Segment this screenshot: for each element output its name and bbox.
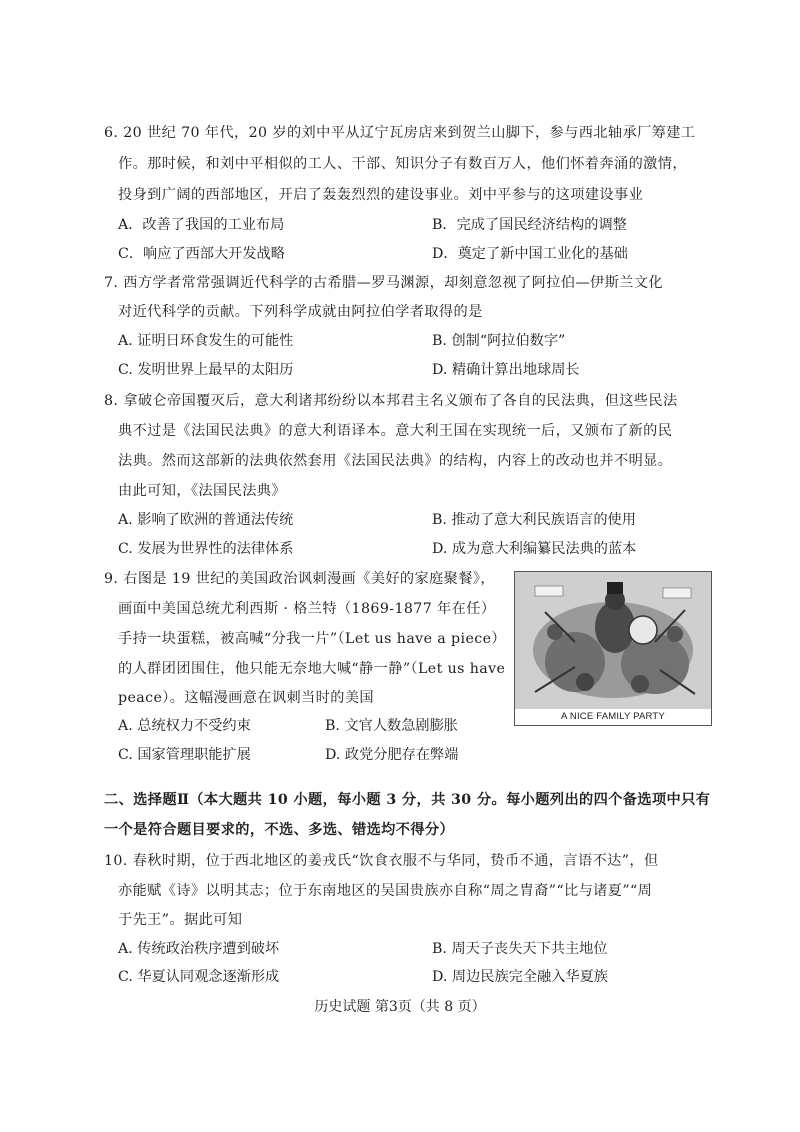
q10-option-b[interactable]: B. 周天子丧失天下共主地位 — [432, 941, 608, 957]
q10-option-a[interactable]: A. 传统政治秩序遭到破坏 — [118, 941, 280, 957]
q9-stem-line-5: peace）。这幅漫画意在讽刺当时的美国 — [118, 690, 374, 706]
q6-option-a[interactable]: A．改善了我国的工业布局 — [118, 217, 285, 233]
q7-option-a[interactable]: A. 证明日环食发生的可能性 — [118, 333, 294, 349]
q8-stem-line-2: 典不过是《法国民法典》的意大利语译本。意大利王国在实现统一后，又颁布了新的民 — [118, 423, 673, 439]
q6-stem-line-3: 投身到广阔的西部地区，开启了轰轰烈烈的建设事业。刘中平参与的这项建设事业 — [118, 187, 644, 203]
q9-option-a[interactable]: A. 总统权力不受约束 — [118, 718, 251, 734]
q8-stem-line-4: 由此可知，《法国民法典》 — [118, 483, 286, 499]
q8-stem-line-1: 8. 拿破仑帝国覆灭后，意大利诸邦纷纷以本邦君主名义颁布了各自的民法典，但这些民法 — [104, 393, 678, 409]
q6-option-c[interactable]: C．响应了西部大开发战略 — [118, 246, 285, 262]
q9-stem-line-1: 9. 右图是 19 世纪的美国政治讽刺漫画《美好的家庭聚餐》， — [104, 571, 495, 587]
q8-option-d[interactable]: D. 成为意大利编纂民法典的蓝本 — [432, 541, 637, 557]
q10-option-c[interactable]: C. 华夏认同观念逐渐形成 — [118, 969, 280, 985]
q6-option-b[interactable]: B．完成了国民经济结构的调整 — [432, 217, 627, 233]
section-2-heading-line-2: 一个是符合题目要求的，不选、多选、错选均不得分） — [104, 822, 455, 838]
q7-option-b[interactable]: B. 创制“阿拉伯数字” — [432, 333, 566, 349]
q6-stem-line-2: 作。那时候，和刘中平相似的工人、干部、知识分子有数百万人，他们怀着奔涌的激情， — [118, 156, 687, 172]
q9-option-d[interactable]: D. 政党分肥存在弊端 — [325, 747, 459, 763]
page-footer: 历史试题 第3页（共 8 页） — [314, 999, 486, 1015]
q7-option-d[interactable]: D. 精确计算出地球周长 — [432, 362, 580, 378]
q9-stem-line-3: 手持一块蛋糕，被高喊“分我一片”（Let us have a piece） — [118, 631, 507, 647]
q9-option-b[interactable]: B. 文官人数急剧膨胀 — [325, 718, 458, 734]
q7-stem-line-2: 对近代科学的贡献。下列科学成就由阿拉伯学者取得的是 — [118, 304, 483, 320]
q10-option-d[interactable]: D. 周边民族完全融入华夏族 — [432, 969, 608, 985]
q7-option-c[interactable]: C. 发明世界上最早的太阳历 — [118, 362, 294, 378]
q9-option-c[interactable]: C. 国家管理职能扩展 — [118, 747, 251, 763]
q8-stem-line-3: 法典。然而这部新的法典依然套用《法国民法典》的结构，内容上的改动也并不明显。 — [118, 453, 673, 469]
q9-stem-line-4: 的人群团团围住，他只能无奈地大喊“静一静”（Let us have — [118, 661, 506, 677]
q10-stem-line-1: 10. 春秋时期，位于西北地区的姜戎氏“饮食衣服不与华同，贽币不通，言语不达”，但 — [104, 853, 659, 869]
q8-option-a[interactable]: A. 影响了欧洲的普通法传统 — [118, 512, 294, 528]
q10-stem-line-3: 于先王”。据此可知 — [118, 912, 243, 928]
q9-stem-line-2: 画面中美国总统尤利西斯 · 格兰特（1869-1877 年在任） — [118, 601, 496, 617]
q10-stem-line-2: 亦能赋《诗》以明其志；位于东南地区的吴国贵族亦自称“周之胄裔”“比与诸夏”“周 — [118, 883, 653, 899]
political-cartoon-image — [514, 571, 712, 726]
cartoon-illustration — [515, 572, 711, 709]
q6-option-d[interactable]: D．奠定了新中国工业化的基础 — [432, 246, 628, 262]
q8-option-c[interactable]: C. 发展为世界性的法律体系 — [118, 541, 294, 557]
q8-option-b[interactable]: B. 推动了意大利民族语言的使用 — [432, 512, 636, 528]
section-2-heading-line-1: 二、选择题Ⅱ（本大题共 10 小题，每小题 3 分，共 30 分。每小题列出的四个备选项中只有 — [104, 792, 711, 808]
cartoon-caption: A NICE FAMILY PARTY — [515, 709, 711, 725]
q6-stem-line-1: 6. 20 世纪 70 年代，20 岁的刘中平从辽宁瓦房店来到贺兰山脚下，参与西北轴承厂筹建工 — [104, 125, 696, 141]
q7-stem-line-1: 7. 西方学者常常强调近代科学的古希腊—罗马渊源，却刻意忽视了阿拉伯—伊斯兰文化 — [104, 275, 663, 291]
